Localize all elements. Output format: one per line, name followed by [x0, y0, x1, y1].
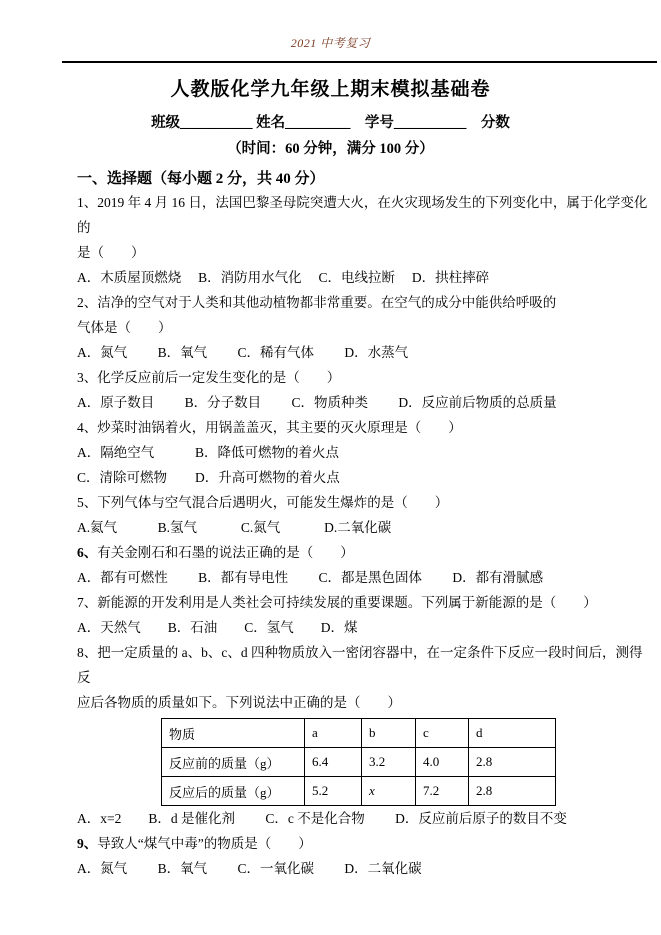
- question-9-stem: 导致人“煤气中毒”的物质是（ ）: [97, 836, 312, 851]
- table-cell-after-label: 反应后的质量（g）: [162, 777, 305, 806]
- exam-body: [0, 169, 661, 881]
- question-4-option-d: D．升高可燃物的着火点: [195, 470, 340, 485]
- page-header-label: 2021 中考复习: [290, 36, 371, 50]
- table-row: [162, 777, 556, 806]
- table-cell-after-c: 7.2: [416, 777, 469, 806]
- question-7-text: 7、新能源的开发利用是人类社会可持续发展的重要课题。下列属于新能源的是（ ）: [77, 595, 597, 610]
- table-row: [162, 748, 556, 777]
- question-6-number: 6、: [77, 545, 98, 560]
- table-cell-substance-header: 物质: [162, 719, 305, 748]
- table-cell-a: a: [305, 719, 362, 748]
- table-cell-before-a: 6.4: [305, 748, 362, 777]
- question-4-text: 4、炒菜时油锅着火，用锅盖盖灭，其主要的灭火原理是（ ）: [77, 420, 462, 435]
- question-4-options-ab: [77, 440, 653, 465]
- student-info-line: 班级__________ 姓名_________ 学号__________ 分数: [151, 115, 510, 131]
- table-cell-before-label: 反应前的质量（g）: [162, 748, 305, 777]
- table-cell-c: c: [416, 719, 469, 748]
- question-4-options-cd: [77, 465, 653, 490]
- exam-title: 人教版化学九年级上期末模拟基础卷: [170, 79, 491, 100]
- question-9-number: 9、: [77, 836, 98, 851]
- question-1-text-line2: 是（ ）: [77, 245, 145, 260]
- question-4-option-b: B．降低可燃物的着火点: [195, 445, 340, 460]
- question-8-options: A．x=2 B．d 是催化剂 C．c 不是化合物 D．反应前后原子的数目不变: [77, 811, 567, 826]
- question-3-text: 3、化学反应前后一定发生变化的是（ ）: [77, 370, 341, 385]
- question-5-text: 5、下列气体与空气混合后遇明火，可能发生爆炸的是（ ）: [77, 495, 449, 510]
- question-8-text-line2: 应后各物质的质量如下。下列说法中正确的是（ ）: [77, 695, 401, 710]
- table-cell-before-d: 2.8: [469, 748, 556, 777]
- question-6-text: [77, 540, 653, 565]
- q8-mass-table: [161, 718, 556, 806]
- question-2-text-line1: 2、洁净的空气对于人类和其他动植物都非常重要。在空气的成分中能供给呼吸的: [77, 295, 557, 310]
- table-cell-after-a: 5.2: [305, 777, 362, 806]
- table-cell-d: d: [469, 719, 556, 748]
- section-heading: 一、选择题（每小题 2 分，共 40 分）: [77, 171, 325, 187]
- table-row: [162, 719, 556, 748]
- question-4-option-c: C．清除可燃物: [77, 470, 168, 485]
- header-rule: [62, 61, 657, 63]
- question-6-options: A．都有可燃性 B．都有导电性 C．都是黑色固体 D．都有滑腻感: [77, 570, 544, 585]
- question-2-options: A．氮气 B．氧气 C．稀有气体 D．水蒸气: [77, 345, 409, 360]
- question-4-option-a: A．隔绝空气: [77, 445, 155, 460]
- question-5-options: A.氦气 B.氢气 C.氮气 D.二氧化碳: [77, 520, 392, 535]
- question-1-text-line1: 1、2019 年 4 月 16 日，法国巴黎圣母院突遭大火，在火灾现场发生的下列变化中，属于化学变化的: [77, 195, 648, 235]
- question-1-options: A．木质屋顶燃烧 B．消防用水气化 C．电线拉断 D．拱柱摔碎: [77, 270, 490, 285]
- table-cell-after-b: x: [362, 777, 416, 806]
- question-7-options: A．天然气 B．石油 C．氢气 D．煤: [77, 620, 358, 635]
- table-cell-after-d: 2.8: [469, 777, 556, 806]
- question-9-options: A．氮气 B．氧气 C．一氧化碳 D．二氧化碳: [77, 861, 422, 876]
- table-cell-before-b: 3.2: [362, 748, 416, 777]
- table-cell-before-c: 4.0: [416, 748, 469, 777]
- time-score-line: （时间：60 分钟，满分 100 分）: [227, 141, 434, 157]
- question-9-text: [77, 831, 653, 856]
- question-2-text-line2: 气体是（ ）: [77, 320, 172, 335]
- question-6-stem: 有关金刚石和石墨的说法正确的是（ ）: [97, 545, 354, 560]
- question-3-options: A．原子数目 B．分子数目 C．物质种类 D．反应前后物质的总质量: [77, 395, 557, 410]
- table-cell-b: b: [362, 719, 416, 748]
- question-8-text-line1: 8、把一定质量的 a、b、c、d 四种物质放入一密闭容器中，在一定条件下反应一段时间后，测得反: [77, 645, 643, 685]
